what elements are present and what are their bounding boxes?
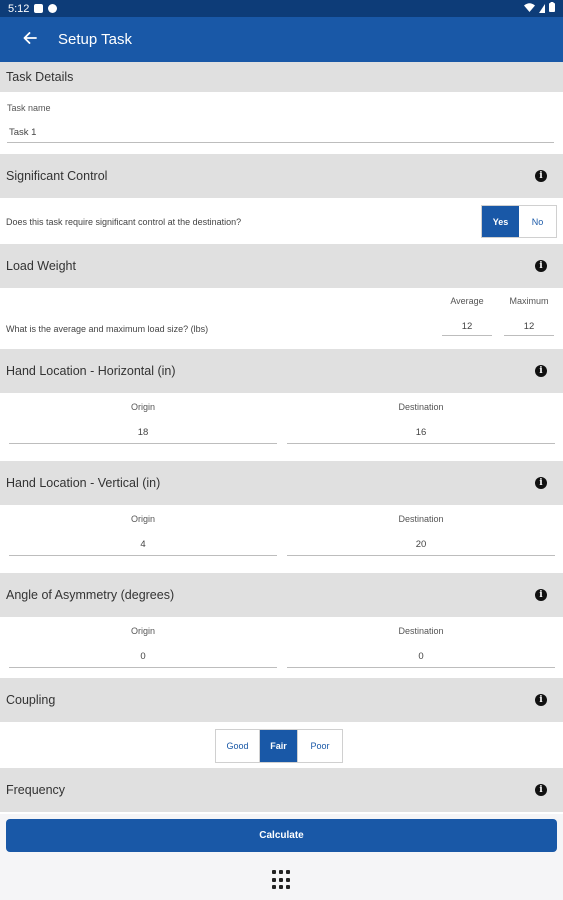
sd-card-icon (34, 4, 43, 13)
origin-label: Origin (130, 402, 155, 412)
destination-label: Destination (398, 626, 444, 636)
coupling-fair-button[interactable]: Fair (260, 730, 298, 762)
section-title: Angle of Asymmetry (degrees) (6, 588, 175, 602)
section-header-frequency (0, 768, 563, 812)
hand-horizontal-row (0, 393, 563, 461)
load-weight-row (0, 288, 563, 349)
info-icon[interactable]: i (535, 589, 547, 601)
maximum-label: Maximum (509, 296, 549, 306)
horizontal-origin-column (9, 393, 277, 444)
vertical-destination-column (287, 505, 555, 556)
section-header-coupling (0, 678, 563, 722)
coupling-poor-button[interactable]: Poor (298, 730, 342, 762)
info-icon[interactable]: i (535, 784, 547, 796)
info-icon[interactable]: i (535, 170, 547, 182)
section-title: Frequency (6, 783, 66, 797)
significant-control-row (0, 198, 563, 244)
section-header-hand-horizontal (0, 349, 563, 393)
significant-control-toggle (481, 205, 557, 238)
maximum-load-column (504, 288, 554, 336)
vertical-destination-input[interactable] (287, 534, 555, 556)
info-icon[interactable]: i (535, 477, 547, 489)
no-button[interactable]: No (519, 206, 556, 237)
vertical-origin-column (9, 505, 277, 556)
signal-icon (539, 4, 545, 13)
battery-icon (549, 2, 555, 15)
asymmetry-destination-column (287, 617, 555, 668)
bottom-area (0, 814, 563, 900)
average-label: Average (450, 296, 484, 306)
hand-vertical-row (0, 505, 563, 573)
arrow-back-icon (23, 31, 37, 49)
destination-label: Destination (398, 402, 444, 412)
coupling-toggle (215, 729, 343, 763)
horizontal-origin-input[interactable] (9, 422, 277, 444)
coupling-good-button[interactable]: Good (216, 730, 260, 762)
info-icon[interactable]: i (535, 694, 547, 706)
section-title: Hand Location - Vertical (in) (6, 476, 161, 490)
apps-grid-icon[interactable] (272, 870, 292, 890)
status-time: 5:12 (8, 2, 30, 15)
vertical-origin-input[interactable] (9, 534, 277, 556)
app-bar (0, 17, 563, 62)
section-header-hand-vertical (0, 461, 563, 505)
average-load-column (442, 288, 492, 336)
task-name-label: Task name (7, 103, 51, 113)
significant-control-question: Does this task require significant control at the destination? (6, 217, 242, 227)
horizontal-destination-input[interactable] (287, 422, 555, 444)
notification-icon (48, 4, 57, 13)
asymmetry-row (0, 617, 563, 678)
origin-label: Origin (130, 514, 155, 524)
coupling-row (0, 722, 563, 768)
section-title: Significant Control (6, 169, 108, 183)
asymmetry-destination-input[interactable] (287, 646, 555, 668)
section-header-load-weight (0, 244, 563, 288)
section-title: Task Details (6, 70, 74, 84)
horizontal-destination-column (287, 393, 555, 444)
calculate-button[interactable]: Calculate (6, 819, 557, 852)
section-title: Hand Location - Horizontal (in) (6, 364, 176, 378)
yes-button[interactable]: Yes (482, 206, 519, 237)
section-title: Load Weight (6, 259, 76, 273)
task-name-row (0, 92, 563, 154)
maximum-load-input[interactable] (504, 318, 554, 336)
page-title: Setup Task (58, 31, 132, 48)
section-header-significant-control (0, 154, 563, 198)
average-load-input[interactable] (442, 318, 492, 336)
task-form[interactable] (0, 62, 563, 814)
asymmetry-origin-input[interactable] (9, 646, 277, 668)
asymmetry-origin-column (9, 617, 277, 668)
destination-label: Destination (398, 514, 444, 524)
section-header-asymmetry (0, 573, 563, 617)
wifi-icon (524, 3, 535, 15)
task-name-input[interactable] (7, 123, 554, 143)
status-bar (0, 0, 563, 17)
info-icon[interactable]: i (535, 260, 547, 272)
info-icon[interactable]: i (535, 365, 547, 377)
load-weight-question: What is the average and maximum load size? (lbs) (6, 324, 209, 334)
back-button[interactable] (10, 17, 50, 62)
section-title: Coupling (6, 693, 56, 707)
section-header-task-details (0, 62, 563, 92)
origin-label: Origin (130, 626, 155, 636)
